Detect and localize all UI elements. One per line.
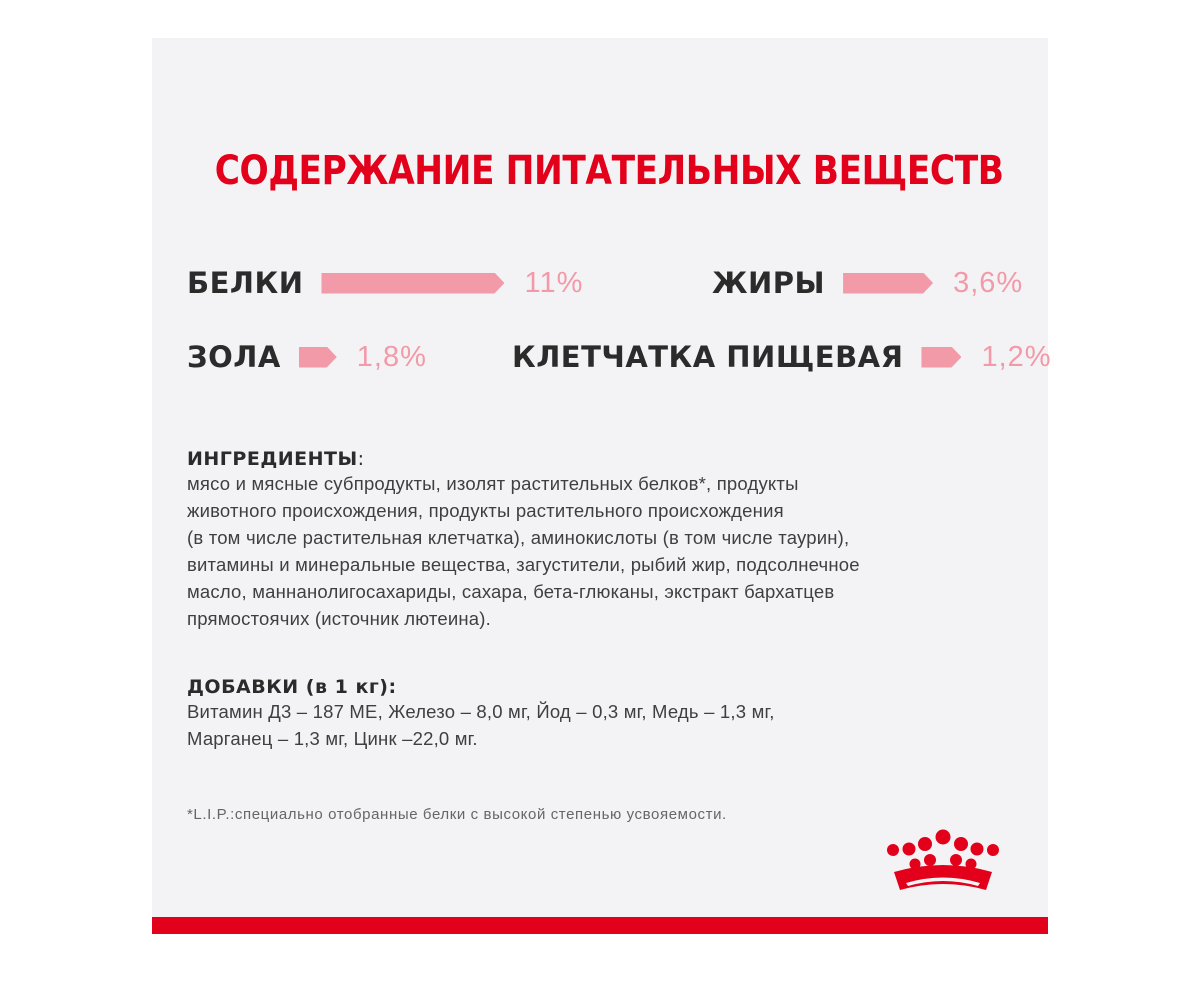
bottom-bar <box>152 917 1048 934</box>
nutrient-value: 3,6% <box>953 266 1024 299</box>
ingredients-line: мясо и мясные субпродукты, изолят растительных белков*, продукты <box>187 473 799 494</box>
nutrient-bar <box>843 273 933 294</box>
ingredients-section <box>187 448 1007 632</box>
nutrient-fat <box>712 266 1023 300</box>
ingredients-colon: : <box>357 448 365 470</box>
nutrient-label: КЛЕТЧАТКА ПИЩЕВАЯ <box>512 340 904 374</box>
nutrient-fiber <box>512 340 1052 374</box>
ingredients-text <box>187 470 1007 632</box>
nutrition-card <box>152 38 1052 934</box>
ingredients-heading <box>187 448 1007 470</box>
nutrient-value: 1,2% <box>981 340 1052 373</box>
additives-text <box>187 698 1007 752</box>
nutrient-ash <box>187 340 427 374</box>
nutrient-label: БЕЛКИ <box>187 266 304 300</box>
footnote: *L.I.P.:специально отобранные белки с высокой степенью усвояемости. <box>187 806 727 823</box>
nutrient-bar <box>321 273 504 294</box>
additives-heading: ДОБАВКИ (в 1 кг): <box>187 676 397 698</box>
additives-line: Витамин Д3 – 187 МЕ, Железо – 8,0 мг, Йод – 0,3 мг, Медь – 1,3 мг, <box>187 701 775 722</box>
nutrient-value: 1,8% <box>356 340 427 373</box>
nutrient-bar <box>299 347 337 368</box>
ingredients-line: витамины и минеральные вещества, загустители, рыбий жир, подсолнечное <box>187 554 860 575</box>
ingredients-line: масло, маннанолигосахариды, сахара, бета-глюканы, экстракт бархатцев <box>187 581 835 602</box>
nutrient-label: ЖИРЫ <box>712 266 826 300</box>
ingredients-line: прямостоячих (источник лютеина). <box>187 608 491 629</box>
ingredients-line: (в том числе растительная клетчатка), аминокислоты (в том числе таурин), <box>187 527 850 548</box>
ingredients-line: животного происхождения, продукты растительного происхождения <box>187 500 784 521</box>
nutrient-protein <box>187 266 583 300</box>
nutrient-value: 11% <box>524 266 584 299</box>
nutrient-bar <box>921 347 961 368</box>
nutrient-label: ЗОЛА <box>187 340 281 374</box>
page-title: СОДЕРЖАНИЕ ПИТАТЕЛЬНЫХ ВЕЩЕСТВ <box>214 148 1004 194</box>
crown-logo-icon <box>882 828 1004 898</box>
ingredients-heading-text: ИНГРЕДИЕНТЫ <box>187 448 358 470</box>
additives-section <box>187 676 1007 752</box>
additives-line: Марганец – 1,3 мг, Цинк –22,0 мг. <box>187 728 478 749</box>
